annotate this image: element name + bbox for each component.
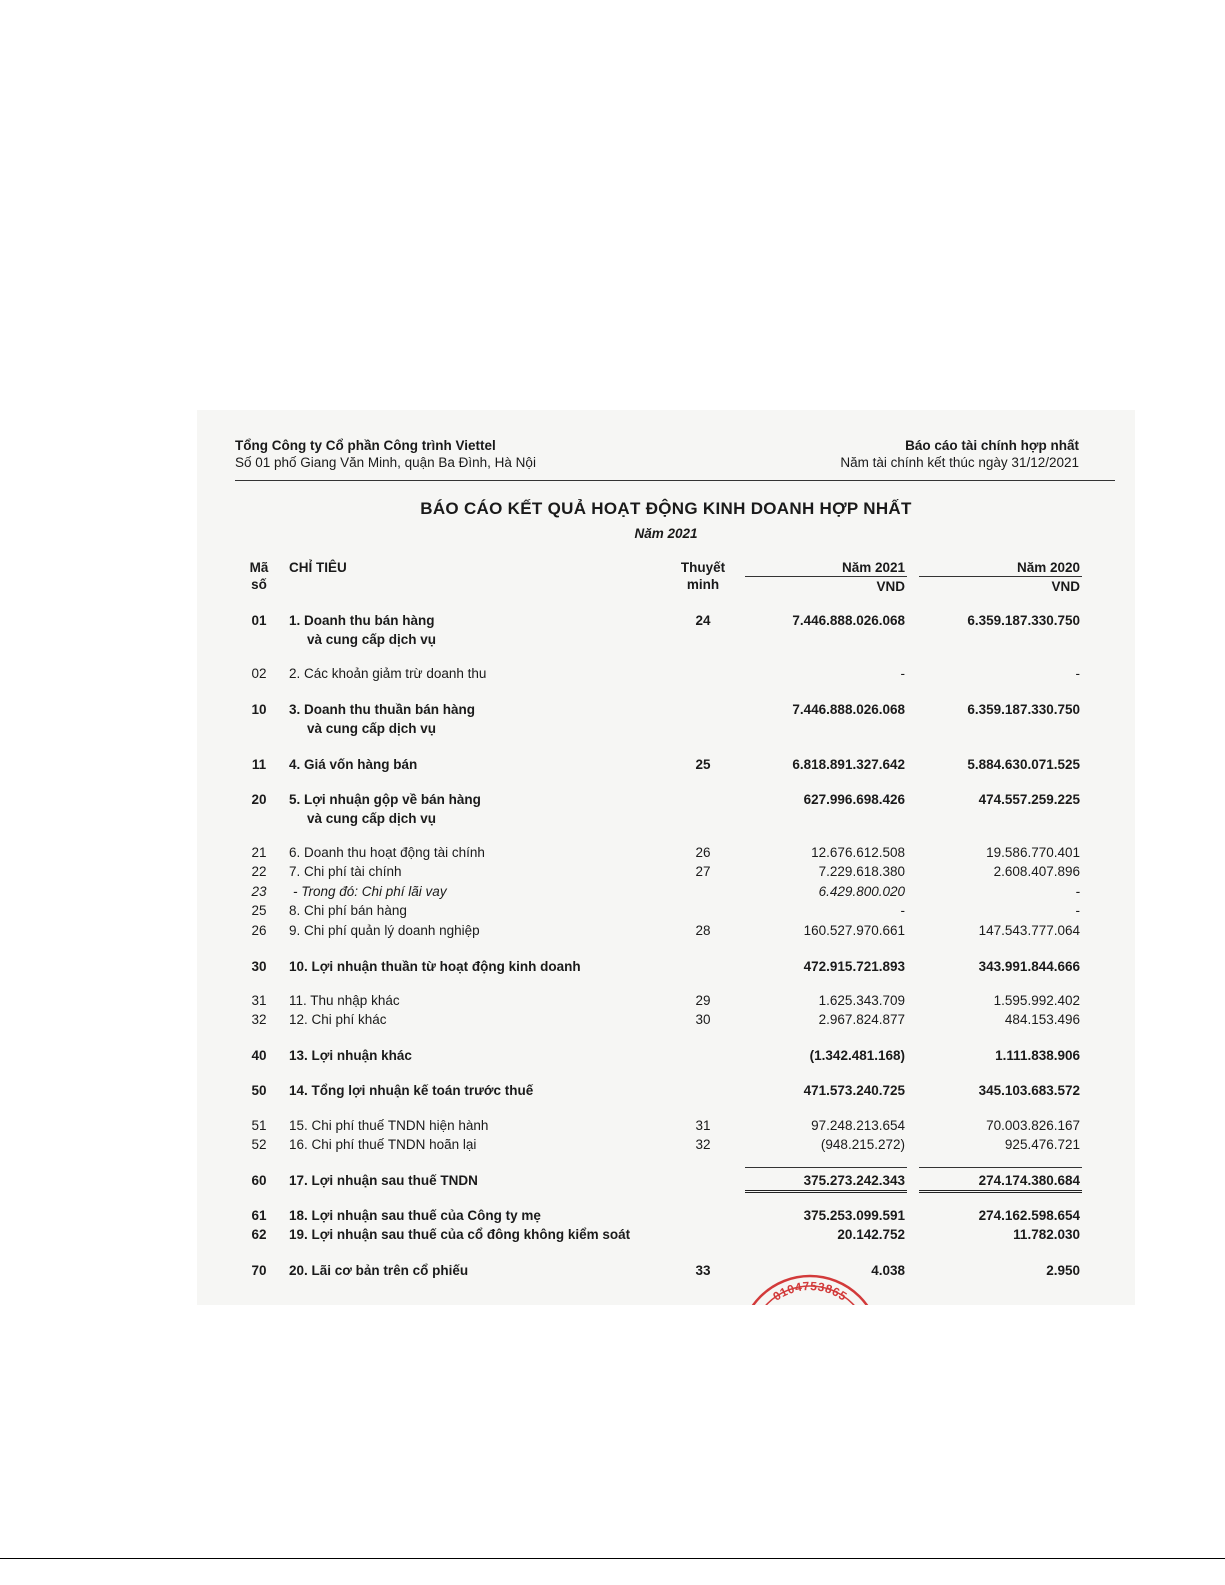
col-note-line2: minh bbox=[686, 577, 720, 592]
row-code: 60 bbox=[251, 1173, 267, 1188]
row-label: 10. Lợi nhuận thuần từ hoạt động kinh doanh bbox=[289, 959, 581, 974]
row-value-2020: 474.557.259.225 bbox=[978, 792, 1080, 807]
row-value-2021: 12.676.612.508 bbox=[811, 845, 905, 860]
row-value-2020: 2.608.407.896 bbox=[993, 864, 1080, 879]
row-value-2020: 2.950 bbox=[1046, 1263, 1080, 1278]
total-rule-2020 bbox=[919, 1167, 1082, 1168]
row-value-2021: (1.342.481.168) bbox=[809, 1048, 905, 1063]
row-value-2020: 1.111.838.906 bbox=[995, 1048, 1080, 1063]
col-note-line1: Thuyết bbox=[680, 560, 726, 575]
row-note: 31 bbox=[695, 1118, 711, 1133]
row-value-2021: 97.248.213.654 bbox=[811, 1118, 905, 1133]
row-code: 23 bbox=[251, 884, 267, 899]
row-label-line2: và cung cấp dịch vụ bbox=[307, 632, 437, 647]
header-divider bbox=[235, 480, 1115, 481]
row-value-2021: 472.915.721.893 bbox=[803, 959, 905, 974]
row-value-2021: 1.625.343.709 bbox=[818, 993, 905, 1008]
row-code: 40 bbox=[251, 1048, 267, 1063]
col-2021-underline bbox=[745, 576, 907, 577]
row-note: 32 bbox=[695, 1137, 711, 1152]
row-value-2021: 375.273.242.343 bbox=[803, 1173, 905, 1188]
col-2021-currency: VND bbox=[876, 579, 905, 594]
col-code-line2: số bbox=[251, 577, 267, 592]
row-code: 61 bbox=[251, 1208, 267, 1223]
row-value-2021: 627.996.698.426 bbox=[803, 792, 905, 807]
row-value-2021: - bbox=[900, 666, 905, 681]
row-value-2020: 11.782.030 bbox=[1013, 1227, 1080, 1242]
row-value-2020: 6.359.187.330.750 bbox=[967, 702, 1080, 717]
company-stamp bbox=[735, 1268, 885, 1305]
row-code: 32 bbox=[251, 1012, 267, 1027]
row-note: 24 bbox=[695, 613, 711, 628]
company-name: Tổng Công ty Cổ phần Công trình Viettel bbox=[235, 438, 496, 453]
row-label: 18. Lợi nhuận sau thuế của Công ty mẹ bbox=[289, 1208, 541, 1223]
row-note: 30 bbox=[695, 1012, 711, 1027]
row-value-2021: 7.446.888.026.068 bbox=[792, 613, 905, 628]
row-code: 30 bbox=[251, 959, 267, 974]
row-value-2021: 20.142.752 bbox=[837, 1227, 905, 1242]
row-value-2021: 4.038 bbox=[871, 1263, 905, 1278]
row-value-2020: 5.884.630.071.525 bbox=[967, 757, 1080, 772]
row-label-line2: và cung cấp dịch vụ bbox=[307, 721, 437, 736]
row-code: 70 bbox=[251, 1263, 267, 1278]
col-2020-currency: VND bbox=[1051, 579, 1080, 594]
row-note: 29 bbox=[695, 993, 711, 1008]
row-note: 27 bbox=[695, 864, 711, 879]
row-code: 62 bbox=[251, 1227, 267, 1242]
row-label: 14. Tổng lợi nhuận kế toán trước thuế bbox=[289, 1083, 534, 1098]
row-value-2020: 274.162.598.654 bbox=[978, 1208, 1080, 1223]
row-value-2020: 19.586.770.401 bbox=[986, 845, 1080, 860]
row-value-2020: 343.991.844.666 bbox=[978, 959, 1080, 974]
row-label: - Trong đó: Chi phí lãi vay bbox=[293, 884, 447, 899]
report-title: BÁO CÁO KẾT QUẢ HOẠT ĐỘNG KINH DOANH HỢP NHẤT bbox=[420, 499, 912, 518]
row-value-2021: 6.429.800.020 bbox=[818, 884, 905, 899]
row-value-2021: 375.253.099.591 bbox=[803, 1208, 905, 1223]
row-label: 11. Thu nhập khác bbox=[289, 993, 400, 1008]
row-label: 4. Giá vốn hàng bán bbox=[289, 757, 418, 772]
row-code: 01 bbox=[251, 613, 267, 628]
row-value-2021: 2.967.824.877 bbox=[818, 1012, 905, 1027]
col-code-line1: Mã bbox=[249, 560, 269, 575]
row-label: 13. Lợi nhuận khác bbox=[289, 1048, 412, 1063]
row-value-2021: 160.527.970.661 bbox=[803, 923, 905, 938]
fiscal-year: Năm tài chính kết thúc ngày 31/12/2021 bbox=[840, 455, 1079, 470]
row-value-2020: 70.003.826.167 bbox=[986, 1118, 1080, 1133]
row-note: 33 bbox=[695, 1263, 711, 1278]
row-label: 9. Chi phí quản lý doanh nghiệp bbox=[289, 923, 480, 938]
total-rule-2021 bbox=[745, 1167, 907, 1168]
row-value-2020: 147.543.777.064 bbox=[978, 923, 1080, 938]
report-type: Báo cáo tài chính hợp nhất bbox=[905, 438, 1079, 453]
row-code: 25 bbox=[251, 903, 267, 918]
col-2020-underline bbox=[919, 576, 1082, 577]
row-value-2021: - bbox=[900, 903, 905, 918]
row-label: 17. Lợi nhuận sau thuế TNDN bbox=[289, 1173, 478, 1188]
company-address: Số 01 phố Giang Văn Minh, quận Ba Đình, Hà Nội bbox=[235, 455, 536, 470]
row-label: 12. Chi phí khác bbox=[289, 1012, 387, 1027]
row-code: 22 bbox=[251, 864, 267, 879]
row-code: 52 bbox=[251, 1137, 267, 1152]
row-value-2020: 274.174.380.684 bbox=[978, 1173, 1080, 1188]
row-value-2020: - bbox=[1075, 666, 1080, 681]
row-label-line2: và cung cấp dịch vụ bbox=[307, 811, 437, 826]
row-code: 31 bbox=[251, 993, 267, 1008]
row-label: 2. Các khoản giảm trừ doanh thu bbox=[289, 666, 487, 681]
row-value-2020: - bbox=[1075, 884, 1080, 899]
row-value-2020: 484.153.496 bbox=[1004, 1012, 1080, 1027]
row-value-2021: 6.818.891.327.642 bbox=[792, 757, 905, 772]
row-label: 8. Chi phí bán hàng bbox=[289, 903, 407, 918]
double-rule-2021 bbox=[745, 1190, 907, 1193]
row-label: 5. Lợi nhuận gộp về bán hàng bbox=[289, 792, 481, 807]
row-value-2021: (948.215.272) bbox=[820, 1137, 905, 1152]
col-note-header bbox=[667, 559, 739, 593]
row-value-2020: 1.595.992.402 bbox=[993, 993, 1080, 1008]
row-value-2021: 471.573.240.725 bbox=[803, 1083, 905, 1098]
row-note: 28 bbox=[695, 923, 711, 938]
row-value-2020: 6.359.187.330.750 bbox=[967, 613, 1080, 628]
row-label: 1. Doanh thu bán hàng bbox=[289, 613, 435, 628]
row-code: 10 bbox=[251, 702, 267, 717]
row-label: 16. Chi phí thuế TNDN hoãn lại bbox=[289, 1137, 477, 1152]
page-bottom-rule bbox=[0, 1558, 1225, 1559]
col-item-header: CHỈ TIÊU bbox=[289, 560, 347, 575]
col-2021-header: Năm 2021 bbox=[841, 560, 905, 575]
row-code: 02 bbox=[251, 666, 267, 681]
row-label: 19. Lợi nhuận sau thuế của cổ đông không kiểm soát bbox=[289, 1227, 631, 1242]
row-value-2020: - bbox=[1075, 903, 1080, 918]
report-subtitle: Năm 2021 bbox=[634, 526, 698, 541]
row-value-2021: 7.446.888.026.068 bbox=[792, 702, 905, 717]
row-label: 15. Chi phí thuế TNDN hiện hành bbox=[289, 1118, 489, 1133]
row-label: 20. Lãi cơ bản trên cổ phiếu bbox=[289, 1263, 469, 1278]
document-page bbox=[197, 410, 1135, 1305]
row-code: 11 bbox=[251, 757, 267, 772]
row-value-2020: 925.476.721 bbox=[1004, 1137, 1080, 1152]
row-code: 51 bbox=[251, 1118, 267, 1133]
row-note: 25 bbox=[695, 757, 711, 772]
row-code: 21 bbox=[251, 845, 267, 860]
col-code-header bbox=[241, 559, 277, 593]
row-code: 26 bbox=[251, 923, 267, 938]
row-label: 3. Doanh thu thuần bán hàng bbox=[289, 702, 475, 717]
row-value-2020: 345.103.683.572 bbox=[978, 1083, 1080, 1098]
row-label: 7. Chi phí tài chính bbox=[289, 864, 402, 879]
row-value-2021: 7.229.618.380 bbox=[818, 864, 905, 879]
stamp-text-path: 0104753865 bbox=[770, 1278, 850, 1304]
double-rule-2020 bbox=[919, 1190, 1082, 1193]
row-label: 6. Doanh thu hoạt động tài chính bbox=[289, 845, 485, 860]
row-note: 26 bbox=[695, 845, 711, 860]
row-code: 20 bbox=[251, 792, 267, 807]
row-code: 50 bbox=[251, 1083, 267, 1098]
col-2020-header: Năm 2020 bbox=[1016, 560, 1080, 575]
